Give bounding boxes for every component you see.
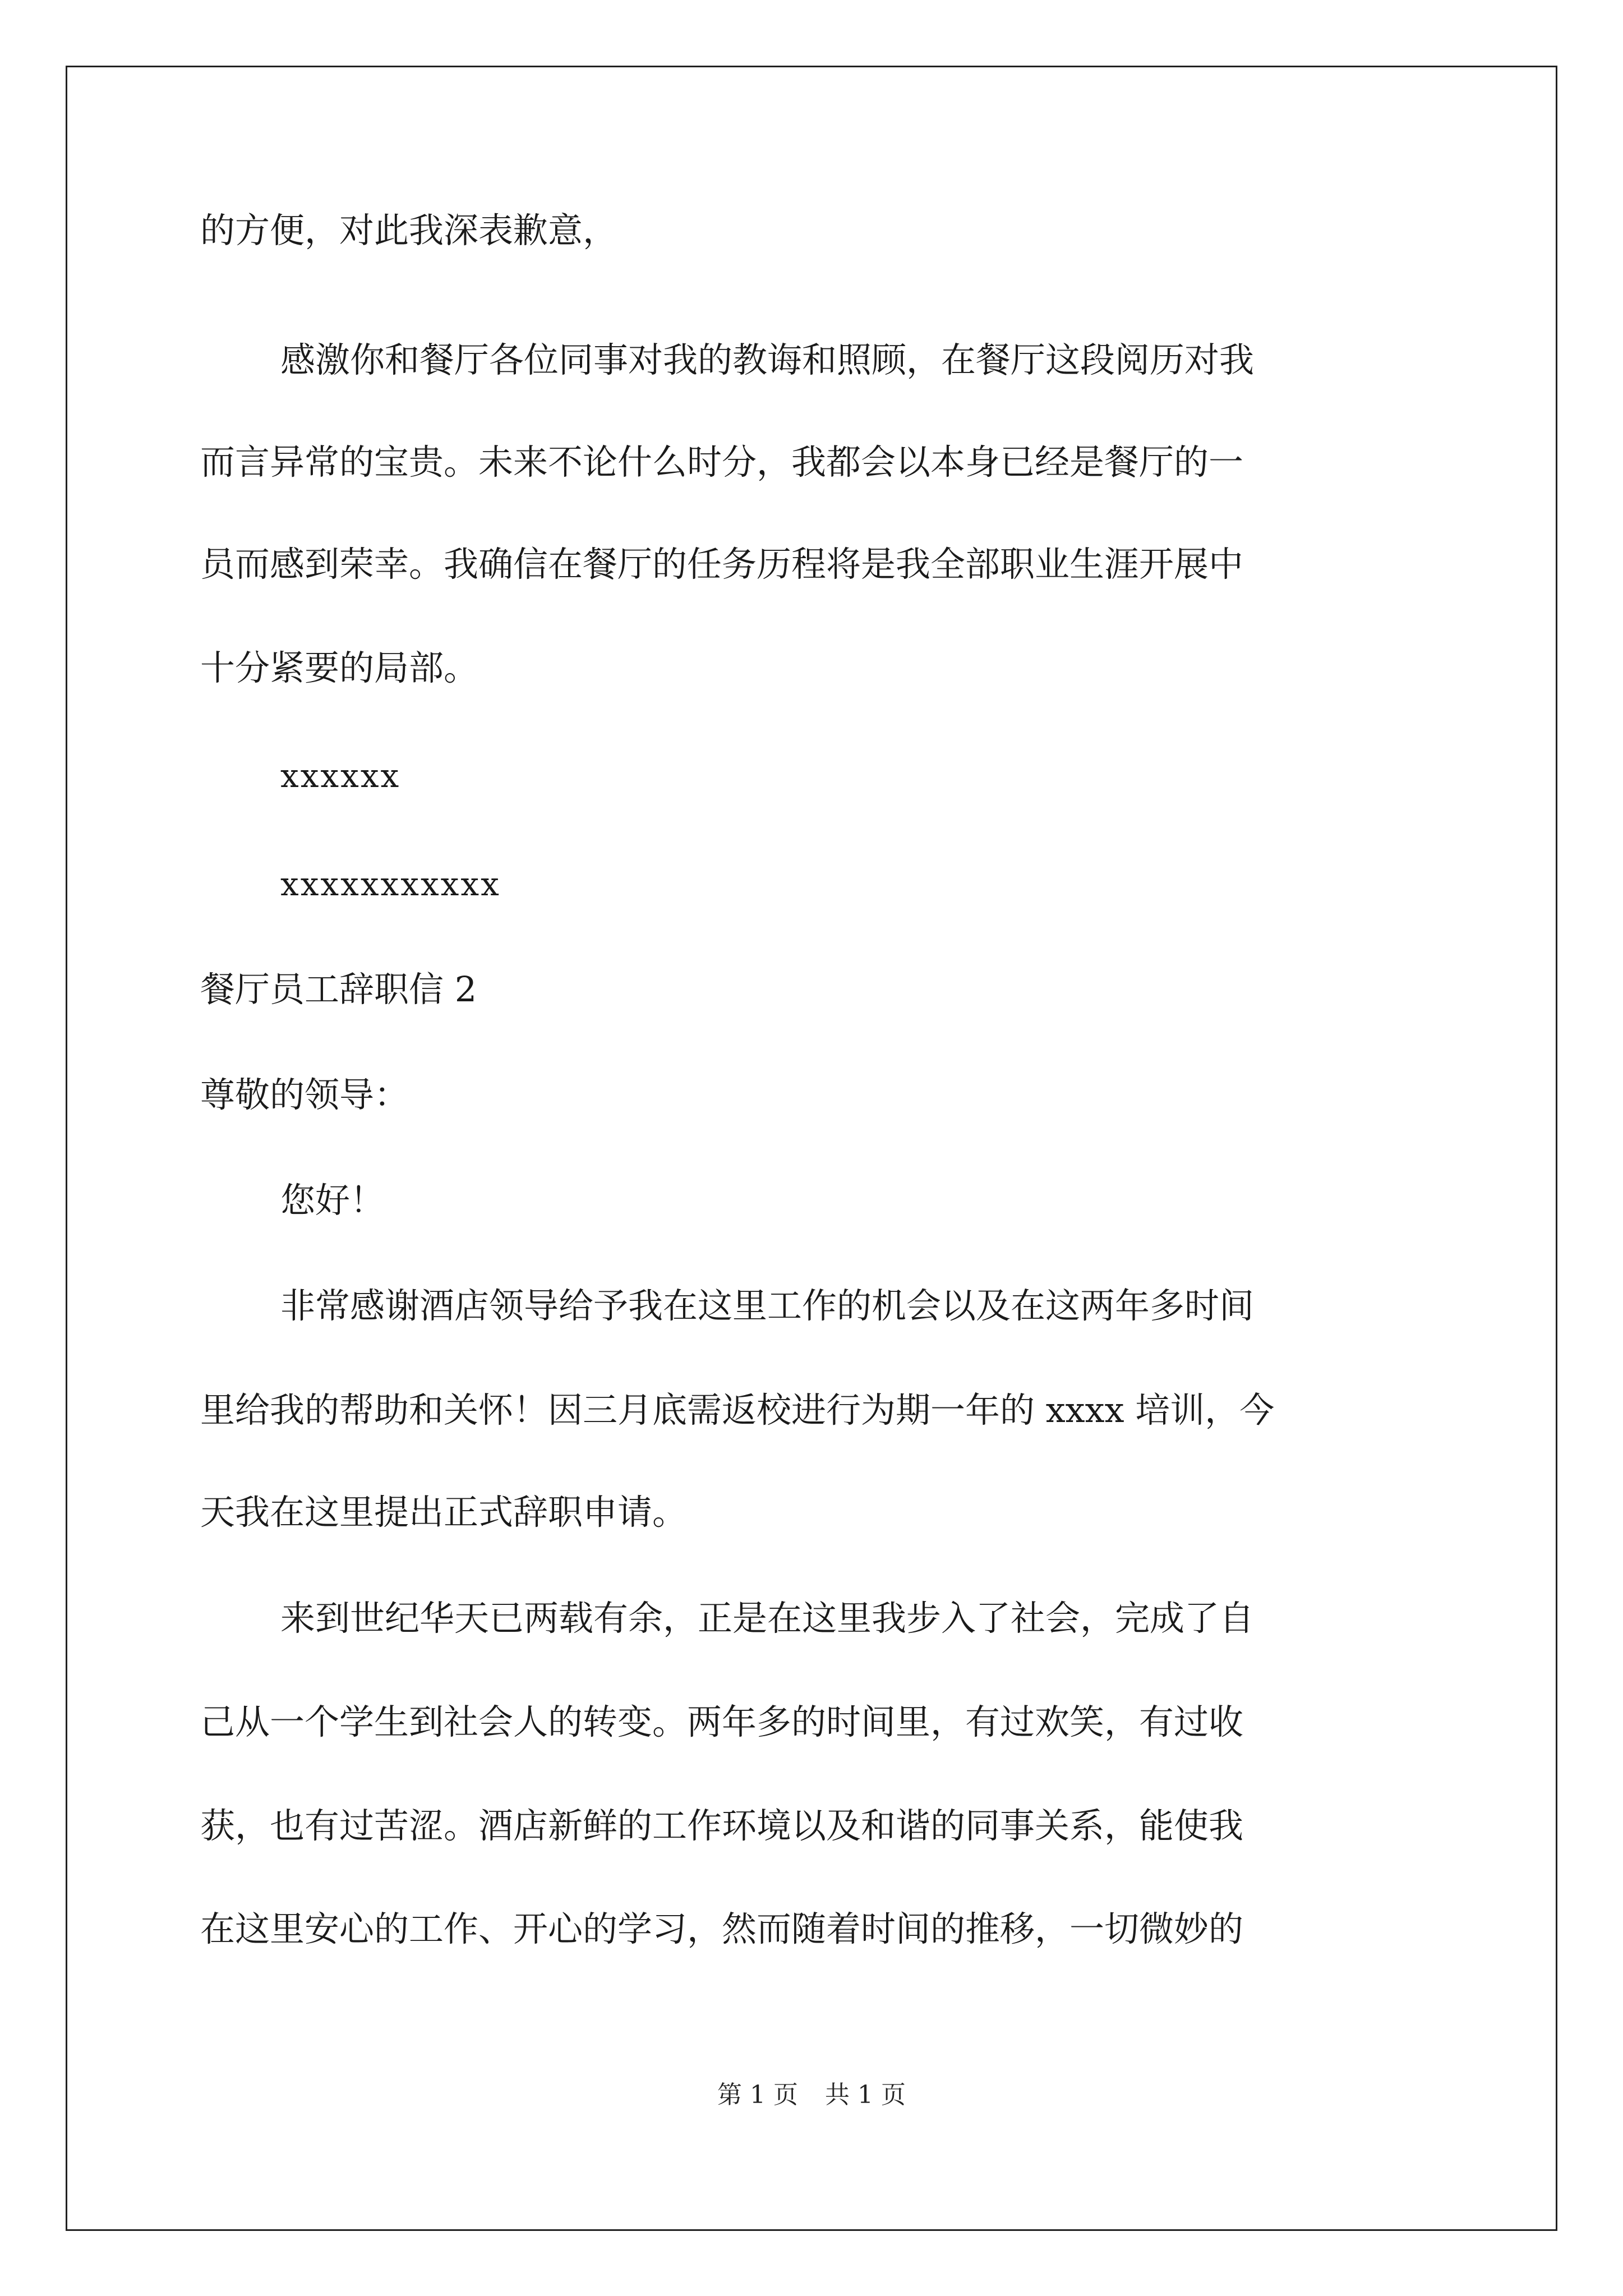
body-line: 员而感到荣幸。我确信在餐厅的任务历程将是我全部职业生涯开展中	[200, 544, 1244, 585]
body-line: 来到世纪华天已两载有余，正是在这里我步入了社会，完成了自	[280, 1598, 1255, 1639]
signature-name: xxxxxx	[280, 757, 401, 795]
salutation: 尊敬的领导：	[200, 1074, 409, 1115]
body-line: 在这里安心的工作、开心的学习，然而随着时间的推移，一切微妙的	[200, 1908, 1244, 1949]
section-heading: 餐厅员工辞职信 2	[200, 969, 477, 1010]
page-number-total: 共 1 页	[825, 2081, 906, 2109]
page-footer	[0, 2078, 1623, 2112]
body-line: 而言异常的宝贵。未来不论什么时分，我都会以本身已经是餐厅的一	[200, 441, 1244, 482]
greeting: 您好！	[280, 1180, 385, 1221]
page-number-current: 第 1 页	[717, 2081, 798, 2109]
body-line: 十分紧要的局部。	[200, 647, 479, 688]
body-line: 里给我的帮助和关怀！因三月底需返校进行为期一年的 xxxx 培训，今	[200, 1389, 1275, 1430]
body-line: 己从一个学生到社会人的转变。两年多的时间里，有过欢笑，有过收	[200, 1701, 1244, 1742]
body-line: 获，也有过苦涩。酒店新鲜的工作环境以及和谐的同事关系，能使我	[200, 1805, 1244, 1846]
signature-date: xxxxxxxxxxx	[280, 865, 501, 903]
body-line: 感激你和餐厅各位同事对我的教诲和照顾，在餐厅这段阅历对我	[280, 339, 1255, 380]
body-line: 非常感谢酒店领导给予我在这里工作的机会以及在这两年多时间	[280, 1285, 1255, 1326]
body-line: 天我在这里提出正式辞职申请。	[200, 1492, 688, 1533]
body-line: 的方便，对此我深表歉意，	[200, 210, 618, 251]
